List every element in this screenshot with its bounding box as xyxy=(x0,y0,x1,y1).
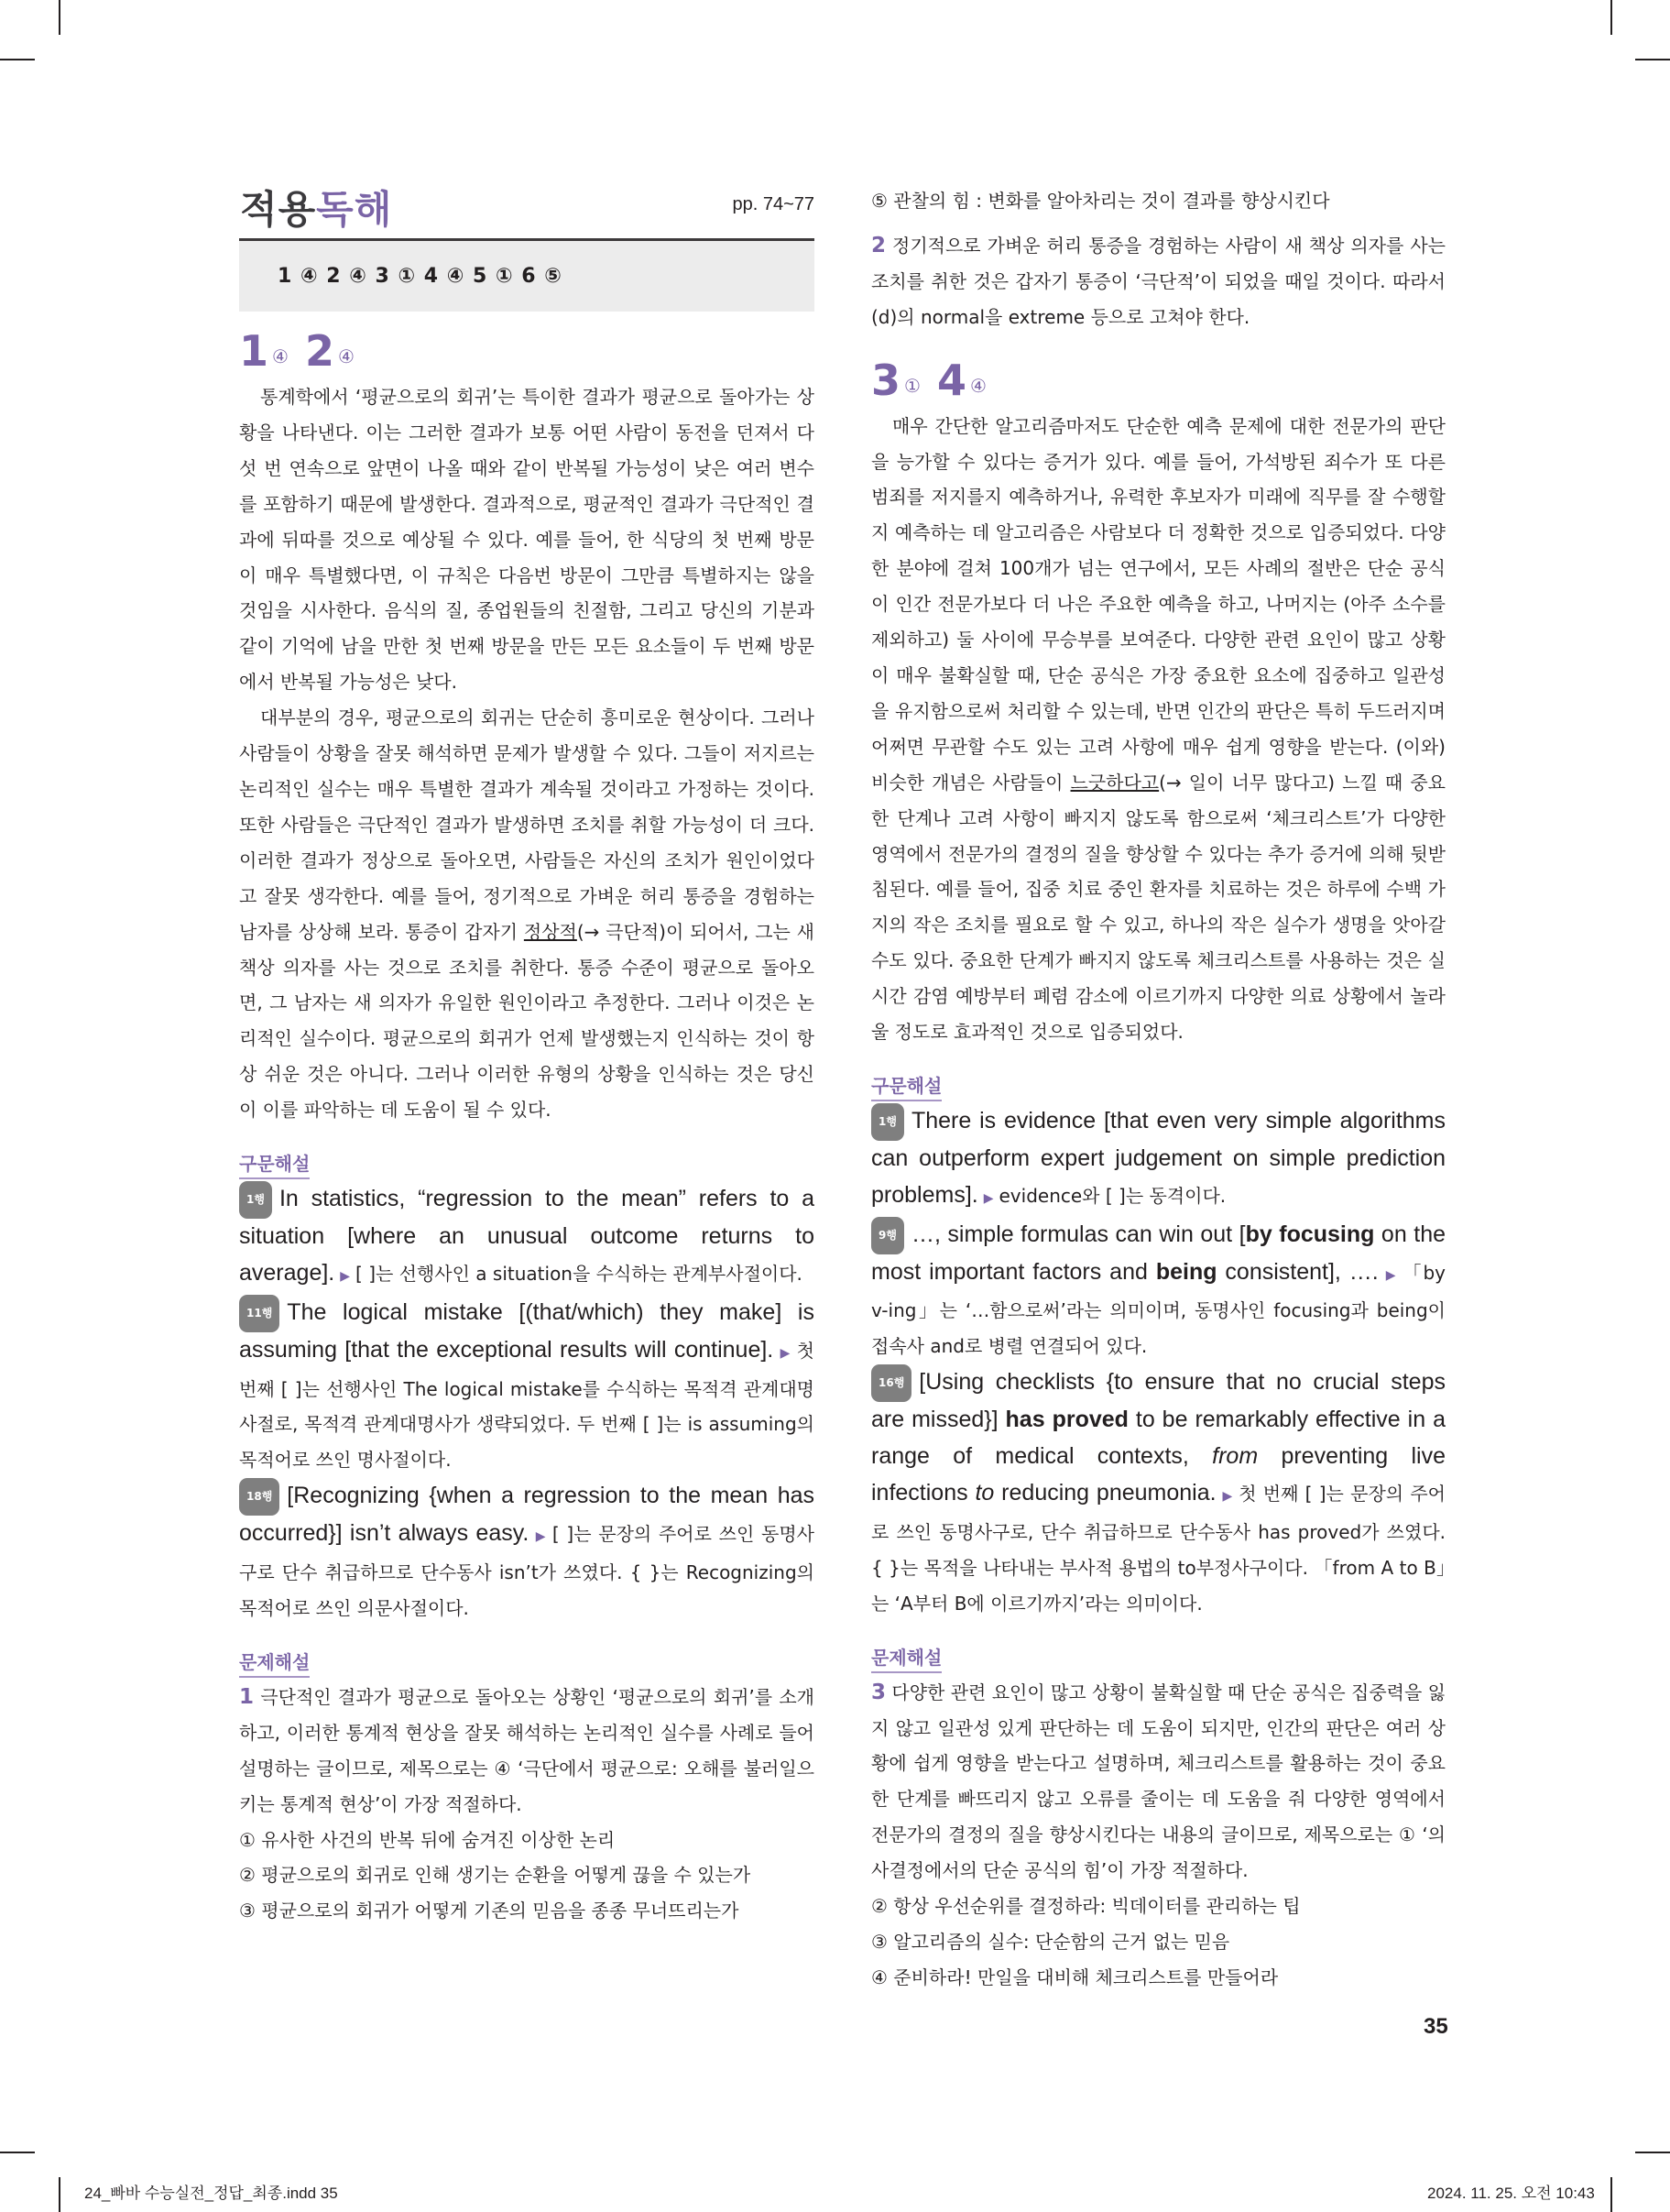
option-item: ④ 준비하라! 만일을 대비해 체크리스트를 만들어라 xyxy=(871,1966,1279,1988)
text-run: 대부분의 경우, 평균으로의 회귀는 단순히 흥미로운 현상이다. 그러나 사람들이 상황을 잘못 해석하면 문제가 발생할 수 있다. 그들이 저지르는 논리적인 실수는 매우 특별한 결과가 계속될 것이라고 가정하는 것이다. 또한 사람들은 극단적인 결과가 발생하면 조치를 취할 가능성이 더 크다. 이러한 결과가 정상으로 돌아오면, 사람들은 자신의 조치가 원인이었다고 잘못 생각한다. 예를 들어, 정기적으로 가벼운 허리 통증을 경험하는 남자를 상상해 보라. 통증이 갑자기 xyxy=(239,706,814,943)
grammar-sentence: [Recognizing {when a regression to the mean has occurred}] isn’t always easy. xyxy=(239,1483,814,1547)
solution-note xyxy=(871,1675,1446,1889)
footer-filename: 24_빠바 수능실전_정답_최종.indd 35 xyxy=(84,2185,338,2202)
grammar-note xyxy=(871,1103,1446,1217)
grammar-note xyxy=(871,1364,1446,1621)
solution-label: 문제해설 xyxy=(871,1644,942,1673)
question-answer: ① xyxy=(904,374,921,397)
triangle-icon: ▶ xyxy=(779,1345,791,1361)
triangle-icon: ▶ xyxy=(983,1190,994,1206)
text-run: 매우 간단한 알고리즘마저도 단순한 예측 문제에 대한 전문가의 판단을 능가할 수 있다는 증거가 있다. 예를 들어, 가석방된 죄수가 또 다른 범죄를 저지를지 예측하거나, 유력한 후보자가 미래에 직무를 잘 수행할지 예측하는 데 알고리즘은 사람보다 더 정확한 것으로 입증되었다. 다양한 분야에 걸쳐 100개가 넘는 연구에서, 모든 사례의 절반은 단순 공식이 인간 전문가보다 더 나은 주요한 예측을 하고, 나머지는 (아주 소수를 제외하고) 둘 사이에 무승부를 보여준다. 다양한 관련 요인이 많고 상황이 매우 불확실할 때, 단순 공식은 가장 중요한 요소에 집중하고 일관성을 유지함으로써 처리할 수 있는데, 반면 인간의 판단은 특히 두드러지며 어쩌면 무관할 수도 있는 고려 사항에 매우 쉽게 영향을 받는다. (이와) 비슷한 개념은 사람들이 xyxy=(871,414,1446,794)
footer-date: 2024. 11. 25. 오전 10:43 xyxy=(1427,2185,1595,2202)
grammar-note xyxy=(239,1181,814,1295)
grammar-sentence: The logical mistake [(that/which) they make] is assuming [that the exceptional results will continue]. xyxy=(239,1298,814,1363)
text-run: on the most important factors and xyxy=(871,1221,1446,1285)
grammar-note xyxy=(239,1295,814,1479)
question-number: 2 xyxy=(304,326,334,376)
question-heading-1-2 xyxy=(239,326,814,379)
triangle-icon: ▶ xyxy=(340,1268,351,1284)
solution-label: 문제해설 xyxy=(239,1648,310,1678)
italic-run: to xyxy=(975,1480,995,1506)
line-badge: 18행 xyxy=(239,1478,279,1516)
right-column xyxy=(871,180,1446,1996)
crop-mark xyxy=(1635,59,1670,60)
text-run: (→ 일이 너무 많다고) 느낄 때 중요한 단계나 고려 사항이 빠지지 않도록 함으로써 ‘체크리스트’가 다양한 영역에서 전문가의 결정의 질을 향상할 수 있다는 추가 증거에 의해 뒷받침된다. 예를 들어, 집중 치료 중인 환자를 치료하는 것은 하루에 수백 가지의 작은 조치를 필요로 할 수 있고, 하나의 작은 실수가 생명을 앗아갈 수도 있다. 중요한 단계가 빠지지 않도록 체크리스트를 사용하는 것은 실시간 감염 예방부터 폐렴 감소에 이르기까지 다양한 의료 상황에서 놀라울 정도로 효과적인 것으로 입증되었다. xyxy=(871,771,1446,1044)
title-part2: 독해 xyxy=(316,187,393,232)
solution-number: 3 xyxy=(871,1680,887,1704)
question-heading-3-4 xyxy=(871,356,1446,409)
option-item: ⑤ 관찰의 힘 : 변화를 알아차리는 것이 결과를 향상시킨다 xyxy=(871,190,1330,212)
grammar-explanation: 첫 번째 [ ]는 선행사인 The logical mistake를 수식하는 목적격 관계대명사절로, 목적격 관계대명사가 생략되었다. 두 번째 [ ]는 is assuming의 목적어로 쓰인 명사절이다. xyxy=(239,1339,814,1472)
question-answer: ④ xyxy=(969,374,987,397)
grammar-explanation: [ ]는 문장의 주어로 쓰인 동명사구로 단수 취급하므로 단수동사 isn’t가 쓰였다. { }는 Recognizing의 목적어로 쓰인 의문사절이다. xyxy=(239,1523,814,1619)
text-run: reducing pneumonia. xyxy=(994,1480,1217,1506)
triangle-icon: ▶ xyxy=(1221,1489,1234,1504)
text-run: …, simple formulas can win out [ xyxy=(911,1221,1246,1247)
grammar-sentence: In statistics, “regression to the mean” refers to a situation [where an unusual outcome returns to average]. xyxy=(239,1186,814,1286)
line-badge: 1행 xyxy=(239,1181,272,1219)
line-badge: 1행 xyxy=(871,1103,904,1141)
italic-run: from xyxy=(1212,1443,1259,1470)
translation-paragraph xyxy=(239,700,814,1128)
question-answer: ④ xyxy=(272,345,289,367)
option-item: ① 유사한 사건의 반복 뒤에 숨겨진 이상한 논리 xyxy=(239,1828,616,1851)
grammar-explanation: evidence와 [ ]는 동격이다. xyxy=(999,1184,1227,1207)
question-number: 1 xyxy=(239,326,269,376)
triangle-icon: ▶ xyxy=(534,1529,547,1545)
section-header xyxy=(239,180,814,241)
answer-key: 1 ④ 2 ④ 3 ① 4 ④ 5 ① 6 ⑤ xyxy=(239,241,814,312)
crop-mark xyxy=(0,2152,35,2153)
grammar-explanation: 첫 번째 [ ]는 문장의 주어로 쓰인 동명사구로, 단수 취급하므로 단수동사 has proved가 쓰였다. { }는 목적을 나타내는 부사적 용법의 to부정사구이다. 「from A to B」는 ‘A부터 B에 이르기까지’라는 의미이다. xyxy=(871,1483,1446,1615)
question-number: 3 xyxy=(871,355,901,405)
solution-text: 정기적으로 가벼운 허리 통증을 경험하는 사람이 새 책상 의자를 사는 조치를 취한 것은 갑자기 통증이 ‘극단적’이 되었을 때일 것이다. 따라서 (d)의 normal을 extreme 등으로 고쳐야 한다. xyxy=(871,234,1446,328)
grammar-explanation: [ ]는 선행사인 a situation을 수식하는 관계부사절이다. xyxy=(355,1262,802,1285)
text-run: to be remarkably effective in a range of medical contexts, xyxy=(871,1407,1446,1470)
translation-paragraph xyxy=(871,409,1446,1050)
line-badge: 11행 xyxy=(239,1295,279,1332)
crop-mark xyxy=(59,0,60,35)
underlined-word: 정상적 xyxy=(523,920,577,943)
translation-paragraph: 통계학에서 ‘평균으로의 회귀’는 특이한 결과가 평균으로 돌아가는 상황을 나타낸다. 이는 그러한 결과가 보통 어떤 사람이 동전을 던져서 다섯 번 연속으로 앞면이 나올 때와 같이 반복될 가능성이 낮은 여러 변수를 포함하기 때문에 발생한다. 결과적으로, 평균적인 결과가 극단적인 결과에 뒤따를 것으로 예상될 수 있다. 예를 들어, 한 식당의 첫 번째 방문이 매우 특별했다면, 이 규칙은 다음번 방문이 그만큼 특별하지는 않을 것임을 시사한다. 음식의 질, 종업원들의 친절함, 그리고 당신의 기분과 같이 기억에 남을 만한 첫 번째 방문을 만든 모든 요소들이 두 번째 방문에서 반복될 가능성은 낮다. xyxy=(239,386,814,694)
option-item: ③ 알고리즘의 실수: 단순함의 근거 없는 믿음 xyxy=(871,1930,1230,1953)
crop-mark xyxy=(59,2177,60,2212)
question-answer: ④ xyxy=(337,345,355,367)
line-badge: 9행 xyxy=(871,1217,904,1254)
page-range: pp. 74~77 xyxy=(732,194,814,214)
solution-note xyxy=(871,228,1446,335)
solution-text: 극단적인 결과가 평균으로 돌아오는 상황인 ‘평균으로의 회귀’를 소개하고, 이러한 통계적 현상을 잘못 해석하는 논리적인 실수를 사례로 들어 설명하는 글이므로, 제목으로는 ④ ‘극단에서 평균으로: 오해를 불러일으키는 통계적 현상’이 가장 적절하다. xyxy=(239,1685,814,1815)
bold-run: has proved xyxy=(1005,1407,1129,1433)
solution-text: 다양한 관련 요인이 많고 상황이 불확실할 때 단순 공식은 집중력을 잃지 않고 일관성 있게 판단하는 데 도움이 되지만, 인간의 판단은 여러 상황에 쉽게 영향을 받는다고 설명하며, 체크리스트를 활용하는 것이 중요한 단계를 빠뜨리지 않고 오류를 줄이는 데 도움을 줘 다양한 영역에서 전문가의 결정의 질을 향상시킨다는 내용의 글이므로, 제목으로는 ① ‘의사결정에서의 단순 공식의 힘’이 가장 적절하다. xyxy=(871,1681,1446,1882)
section-title xyxy=(240,180,392,235)
grammar-note xyxy=(239,1478,814,1626)
page-number: 35 xyxy=(1424,2014,1448,2039)
triangle-icon: ▶ xyxy=(1383,1267,1398,1283)
crop-mark xyxy=(0,59,35,60)
solution-number: 2 xyxy=(871,233,887,257)
bold-run: by focusing xyxy=(1245,1221,1375,1247)
underlined-word: 느긋하다고 xyxy=(1070,771,1160,794)
grammar-explanation: 「by v-ing」는 ‘…함으로써’라는 의미이며, 동명사인 focusing과 being이 접속사 and로 병렬 연결되어 있다. xyxy=(871,1261,1446,1358)
left-column xyxy=(239,180,814,1929)
grammar-note xyxy=(871,1217,1446,1365)
grammar-sentence xyxy=(871,1221,1446,1285)
grammar-sentence: There is evidence [that even very simple algorithms can outperform expert judgement on simple prediction problems]. xyxy=(871,1107,1446,1208)
bold-run: being xyxy=(1155,1258,1217,1285)
option-item: ③ 평균으로의 회귀가 어떻게 기존의 믿음을 종종 무너뜨리는가 xyxy=(239,1900,739,1922)
crop-mark xyxy=(1610,0,1612,35)
crop-mark xyxy=(1610,2177,1612,2212)
text-run: consistent], …. xyxy=(1217,1258,1379,1285)
crop-mark xyxy=(1635,2152,1670,2153)
solution-number: 1 xyxy=(239,1684,255,1709)
solution-note xyxy=(239,1680,814,1823)
option-item: ② 항상 우선순위를 결정하라: 빅데이터를 관리하는 팁 xyxy=(871,1895,1301,1918)
question-number: 4 xyxy=(936,355,966,405)
text-run: [Using checklists {to ensure that no crucial steps are missed}] xyxy=(871,1369,1446,1433)
line-badge: 16행 xyxy=(871,1364,911,1402)
text-run: (→ 극단적)이 되어서, 그는 새 책상 의자를 사는 것으로 조치를 취한다. 통증 수준이 평균으로 돌아오면, 그 남자는 새 의자가 유일한 원인이라고 추정한다. 그러나 이것은 논리적인 실수이다. 평균으로의 회귀가 언제 발생했는지 인식하는 것이 항상 쉬운 것은 아니다. 그러나 이러한 유형의 상황을 인식하는 것은 당신이 이를 파악하는 데 도움이 될 수 있다. xyxy=(239,920,814,1122)
grammar-label: 구문해설 xyxy=(239,1150,310,1179)
grammar-label: 구문해설 xyxy=(871,1072,942,1101)
title-part1: 적용 xyxy=(240,187,317,232)
option-item: ② 평균으로의 회귀로 인해 생기는 순환을 어떻게 끊을 수 있는가 xyxy=(239,1864,751,1887)
text-run: preventing live infections xyxy=(871,1443,1446,1506)
